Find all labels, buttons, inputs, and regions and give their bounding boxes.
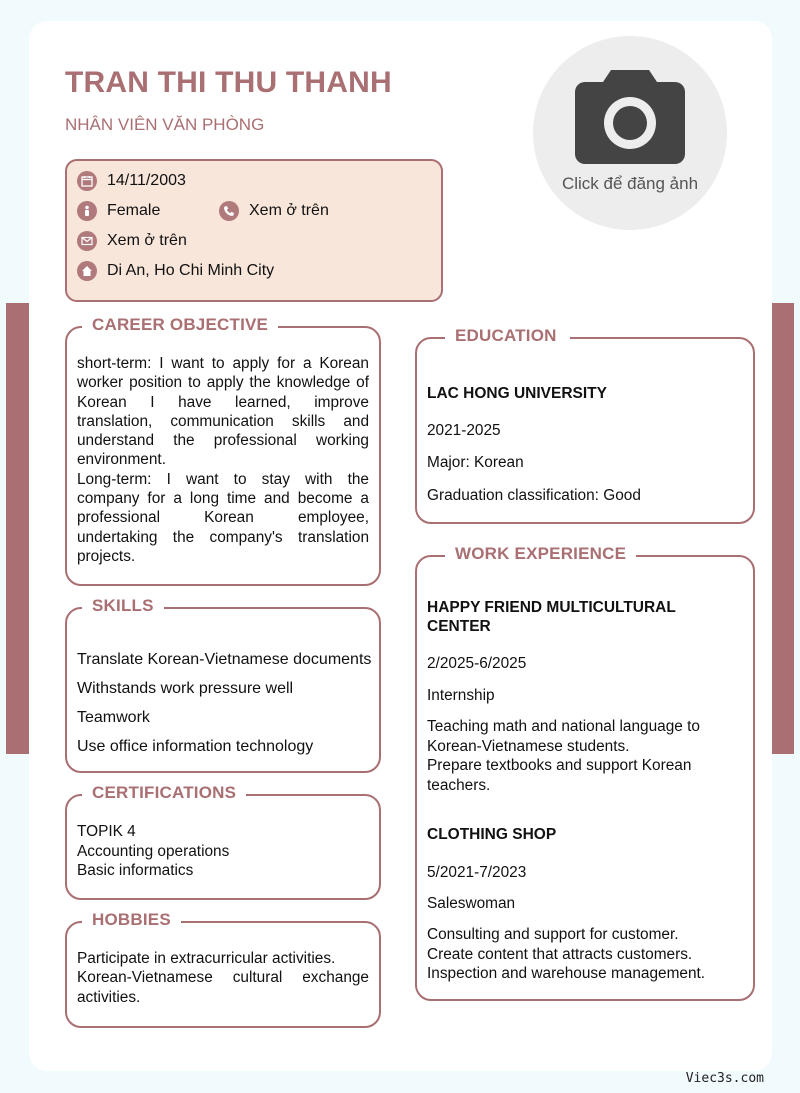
hobby-item: Participate in extracurricular activities.: [77, 950, 336, 967]
hobbies-text[interactable]: [77, 949, 369, 1007]
job-duty-item: Consulting and support for customer.: [427, 926, 679, 943]
job-duties[interactable]: [427, 717, 723, 795]
section-title: SKILLS: [82, 596, 164, 616]
education-major[interactable]: Major: Korean: [427, 454, 524, 471]
certification-item: Accounting operations: [77, 842, 230, 860]
job-duty-item: Prepare textbooks and support Korean teachers.: [427, 757, 692, 794]
job-duty-item: Teaching math and national language to Korean-Vietnamese students.: [427, 718, 700, 755]
section-title: CAREER OBJECTIVE: [82, 315, 278, 335]
photo-upload[interactable]: [533, 36, 727, 230]
skill-item[interactable]: Teamwork: [77, 709, 150, 726]
gender-value[interactable]: Female: [107, 202, 161, 219]
job-duty-item: Inspection and warehouse management.: [427, 965, 706, 982]
job-role[interactable]: Saleswoman: [427, 895, 516, 912]
left-accent-band: [6, 303, 30, 754]
photo-upload-label: Click để đăng ảnh: [561, 174, 699, 193]
certifications-list[interactable]: [77, 822, 369, 881]
hobby-item: Korean-Vietnamese cultural exchange activities.: [77, 969, 369, 1006]
address-value[interactable]: Di An, Ho Chi Minh City: [107, 262, 275, 279]
phone-row: [219, 200, 329, 222]
calendar-icon: [77, 171, 97, 191]
hobbies-section: [65, 910, 381, 1028]
job-duties[interactable]: [427, 925, 743, 984]
long-term-objective: Long-term: I want to stay with the company for a long time and become a professional Korean employee, undertaking the company's translation projects.: [77, 470, 369, 565]
skills-section: [65, 596, 381, 773]
education-section: [415, 326, 755, 524]
right-accent-band: [770, 303, 794, 754]
certification-item: Basic informatics: [77, 862, 194, 879]
job-period[interactable]: 2/2025-6/2025: [427, 655, 527, 672]
job-title[interactable]: NHÂN VIÊN VĂN PHÒNG: [65, 115, 265, 134]
gender-row: [77, 200, 160, 222]
section-title: EDUCATION: [445, 326, 570, 346]
email-icon: [77, 231, 97, 251]
education-school[interactable]: LAC HONG UNIVERSITY: [427, 385, 607, 402]
section-title: HOBBIES: [82, 910, 181, 930]
gender-icon: [77, 201, 97, 221]
camera-icon: [571, 64, 689, 168]
skill-item[interactable]: Translate Korean-Vietnamese documents: [77, 651, 372, 668]
education-period[interactable]: 2021-2025: [427, 422, 501, 439]
birthday-value[interactable]: 14/11/2003: [107, 172, 186, 189]
education-classification[interactable]: Graduation classification: Good: [427, 487, 641, 504]
address-row: [77, 260, 274, 282]
career-objective-section: [65, 315, 381, 586]
job-company[interactable]: CLOTHING SHOP: [427, 826, 557, 843]
email-value[interactable]: Xem ở trên: [107, 232, 187, 249]
certification-item: TOPIK 4: [77, 823, 136, 840]
skill-item[interactable]: Use office information technology: [77, 738, 314, 755]
email-row: [77, 230, 187, 252]
short-term-objective: short-term: I want to apply for a Korean worker position to apply the knowledge of Korean I have learned, improve translation, communication skills and understand the professional working environment.: [77, 355, 369, 469]
phone-value[interactable]: Xem ở trên: [249, 202, 329, 219]
job-company[interactable]: HAPPY FRIEND MULTICULTURAL CENTER: [427, 599, 676, 635]
work-experience-section: [415, 544, 755, 1001]
birthday-row: [77, 170, 186, 192]
skill-item[interactable]: Withstands work pressure well: [77, 680, 294, 697]
section-title: CERTIFICATIONS: [82, 783, 246, 803]
candidate-name[interactable]: TRAN THI THU THANH: [65, 66, 392, 99]
job-period[interactable]: 5/2021-7/2023: [427, 864, 527, 881]
contact-info-box: [65, 159, 443, 302]
job-duty-item: Create content that attracts customers.: [427, 945, 693, 963]
phone-icon: [219, 201, 239, 221]
certifications-section: [65, 783, 381, 900]
career-objective-text[interactable]: [77, 354, 369, 566]
section-title: WORK EXPERIENCE: [445, 544, 636, 564]
site-watermark: Viec3s.com: [685, 1071, 764, 1086]
job-role[interactable]: Internship: [427, 687, 495, 704]
home-icon: [77, 261, 97, 281]
